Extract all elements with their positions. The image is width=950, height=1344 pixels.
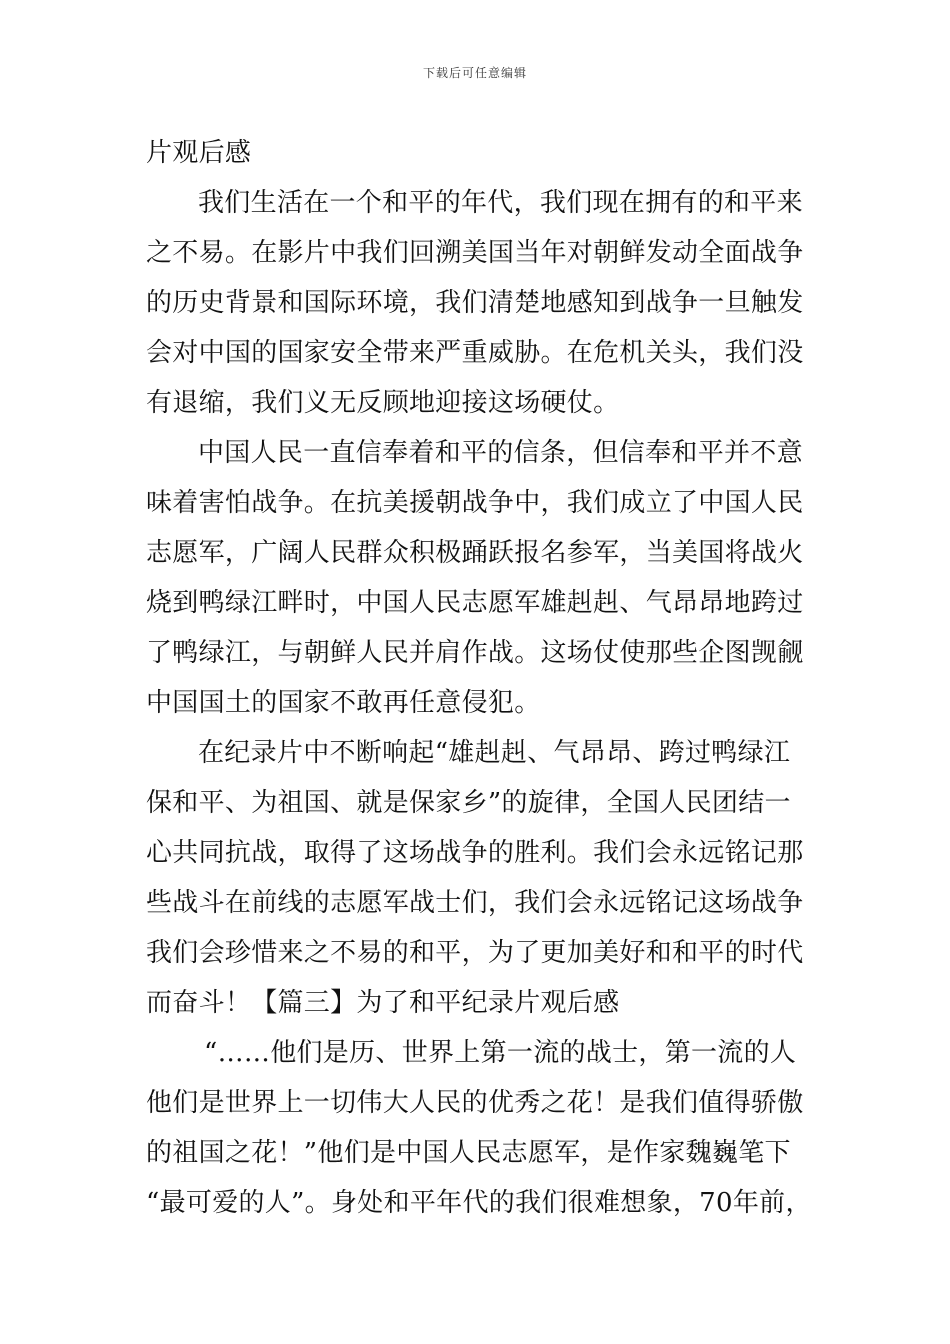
paragraph-start-line: 在纪录片中不断响起“雄赳赳、气昂昂、跨过鸭绿江 (198, 738, 791, 768)
text-line: 保和平、为祖国、就是保家乡”的旋律，全国人民团结一 (146, 788, 791, 818)
text-line: 味着害怕战争。在抗美援朝战争中，我们成立了中国人民 (146, 488, 804, 518)
text-line: 会对中国的国家安全带来严重威胁。在危机关头，我们没 (146, 338, 804, 368)
text-line: 之不易。在影片中我们回溯美国当年对朝鲜发动全面战争 (146, 238, 804, 268)
text-line: 他们是世界上一切伟大人民的优秀之花！是我们值得骄傲 (146, 1088, 804, 1118)
text-line: 的历史背景和国际环境，我们清楚地感知到战争一旦触发 (146, 288, 804, 318)
paragraph-start-line: “……他们是历、世界上第一流的战士，第一流的人 (204, 1038, 797, 1068)
text-line: 的祖国之花！”他们是中国人民志愿军，是作家魏巍笔下 (146, 1138, 791, 1168)
paragraph-start-line: 我们生活在一个和平的年代，我们现在拥有的和平来 (198, 188, 803, 218)
text-line: 心共同抗战，取得了这场战争的胜利。我们会永远铭记那 (146, 838, 804, 868)
text-line: 而奋斗！【篇三】为了和平纪录片观后感 (146, 988, 620, 1018)
header-note: 下载后可任意编辑 (422, 66, 527, 80)
paragraph-start-line: 中国人民一直信奉着和平的信条，但信奉和平并不意 (198, 438, 803, 468)
text-line: 些战斗在前线的志愿军战士们，我们会永远铭记这场战争 (146, 888, 804, 918)
text-line: 片观后感 (146, 138, 252, 168)
text-line: 志愿军，广阔人民群众积极踊跃报名参军，当美国将战火 (146, 538, 804, 568)
text-line: 有退缩，我们义无反顾地迎接这场硬仗。 (146, 388, 620, 418)
text-line: 了鸭绿江，与朝鲜人民并肩作战。这场仗使那些企图觊觎 (146, 638, 804, 668)
text-line: 中国国土的国家不敢再任意侵犯。 (146, 688, 541, 718)
text-line: 我们会珍惜来之不易的和平，为了更加美好和和平的时代 (146, 938, 804, 968)
document-body (146, 128, 826, 1228)
text-line: 烧到鸭绿江畔时，中国人民志愿军雄赳赳、气昂昂地跨过 (146, 588, 804, 618)
text-line: “最可爱的人”。身处和平年代的我们很难想象，70年前， (146, 1188, 812, 1218)
